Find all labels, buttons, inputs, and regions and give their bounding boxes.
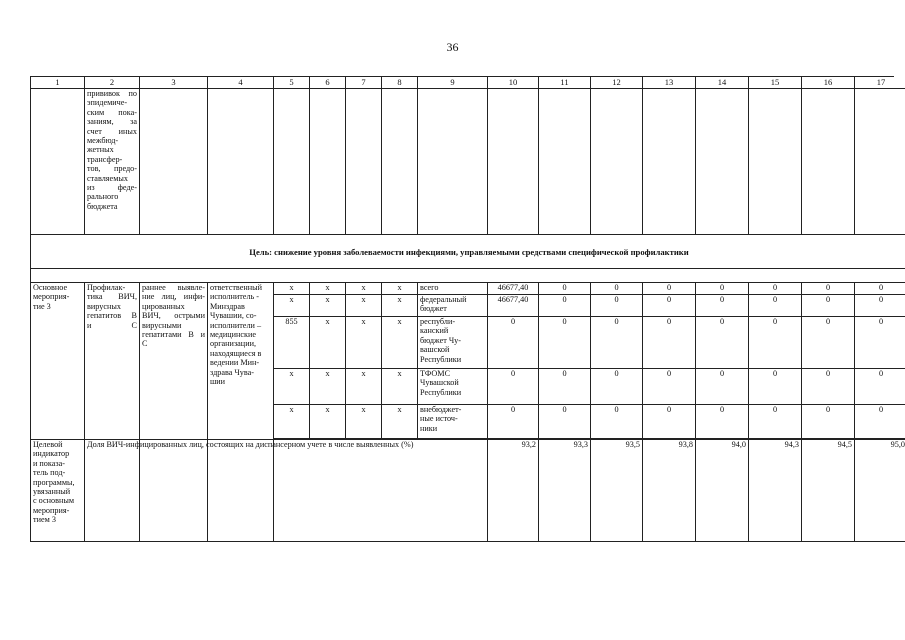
empty-cell xyxy=(418,89,488,235)
empty-cell xyxy=(346,89,382,235)
empty-cell xyxy=(749,89,802,235)
funding-value: 0 xyxy=(488,405,539,439)
funding-value: 0 xyxy=(488,317,539,369)
header-cell: 5 xyxy=(274,77,310,89)
empty-cell xyxy=(382,89,418,235)
funding-value: 0 xyxy=(539,369,591,405)
funding-value: 0 xyxy=(643,317,696,369)
funding-value: 0 xyxy=(591,295,643,317)
code-cell: x xyxy=(274,405,310,439)
header-cell: 7 xyxy=(346,77,382,89)
funding-value: 0 xyxy=(539,283,591,295)
funding-value: 0 xyxy=(643,369,696,405)
funding-value: 0 xyxy=(591,317,643,369)
header-cell: 4 xyxy=(208,77,274,89)
funding-value: 0 xyxy=(696,369,749,405)
empty-cell xyxy=(310,89,346,235)
code-cell: x xyxy=(274,295,310,317)
spacer-row xyxy=(31,269,905,283)
code-cell: x xyxy=(346,405,382,439)
funding-value: 0 xyxy=(643,295,696,317)
indicator-text: Доля ВИЧ-инфицированных лиц, состоящих на диспансерном учете в числе выявленных (%) xyxy=(85,439,488,542)
code-cell: x xyxy=(382,369,418,405)
header-cell: 2 xyxy=(85,77,140,89)
code-cell: x xyxy=(382,405,418,439)
funding-value: 0 xyxy=(802,283,855,295)
funding-value: 0 xyxy=(539,317,591,369)
header-cell: 11 xyxy=(539,77,591,89)
header-cell: 3 xyxy=(140,77,208,89)
code-cell: x xyxy=(382,317,418,369)
funding-value: 0 xyxy=(591,405,643,439)
funding-value: 0 xyxy=(643,283,696,295)
funding-value: 0 xyxy=(749,283,802,295)
funding-value: 0 xyxy=(591,369,643,405)
indicator-value: 93,5 xyxy=(591,439,643,542)
funding-value: 0 xyxy=(802,317,855,369)
indicator-value: 94,5 xyxy=(802,439,855,542)
header-cell: 6 xyxy=(310,77,346,89)
header-cell: 15 xyxy=(749,77,802,89)
empty-cell xyxy=(696,89,749,235)
page-number: 36 xyxy=(446,40,459,54)
funding-source: внебюджет- ные источ- ники xyxy=(418,405,488,439)
funding-value: 0 xyxy=(855,317,905,369)
header-cell: 1 xyxy=(31,77,85,89)
funding-value: 0 xyxy=(539,405,591,439)
funding-source: федеральный бюджет xyxy=(418,295,488,317)
header-cell: 14 xyxy=(696,77,749,89)
funding-value: 0 xyxy=(802,295,855,317)
empty-cell xyxy=(488,89,539,235)
funding-value: 46677,40 xyxy=(488,295,539,317)
funding-source: ТФОМС Чувашской Республики xyxy=(418,369,488,405)
funding-value: 0 xyxy=(855,405,905,439)
measure-title: Основное мероприя- тие 3 xyxy=(31,283,85,542)
indicator-value: 94,3 xyxy=(749,439,802,542)
header-cell: 16 xyxy=(802,77,855,89)
header-cell: 12 xyxy=(591,77,643,89)
code-cell: x xyxy=(346,369,382,405)
code-cell: x xyxy=(274,283,310,295)
funding-value: 0 xyxy=(855,295,905,317)
funding-value: 0 xyxy=(591,283,643,295)
funding-value: 0 xyxy=(802,369,855,405)
funding-value: 0 xyxy=(696,283,749,295)
empty-cell xyxy=(802,89,855,235)
funding-value: 0 xyxy=(749,369,802,405)
code-cell: x xyxy=(346,317,382,369)
header-cell: 8 xyxy=(382,77,418,89)
code-cell: x xyxy=(382,295,418,317)
indicator-title: Целевой индикатор и показа- тель под- программы, увязанный с основным мероприя- тием 3 xyxy=(31,439,85,542)
header-cell: 17 xyxy=(855,77,905,89)
code-cell: x xyxy=(382,283,418,295)
header-cell: 10 xyxy=(488,77,539,89)
funding-value: 0 xyxy=(802,405,855,439)
code-cell: x xyxy=(310,283,346,295)
funding-value: 0 xyxy=(488,369,539,405)
funding-value: 0 xyxy=(749,295,802,317)
empty-cell xyxy=(274,89,310,235)
goal-heading: Цель: снижение уровня заболеваемости инфекциями, управляемыми средствами специфической профилактики xyxy=(31,235,905,269)
funding-value: 0 xyxy=(643,405,696,439)
indicator-value: 94,0 xyxy=(696,439,749,542)
code-cell: 855 xyxy=(274,317,310,369)
empty-cell xyxy=(855,89,905,235)
indicator-value: 93,8 xyxy=(643,439,696,542)
empty-cell xyxy=(140,89,208,235)
empty-cell xyxy=(31,89,85,235)
indicator-value: 95,0 xyxy=(855,439,905,542)
funding-source: всего xyxy=(418,283,488,295)
funding-source: республи- канский бюджет Чу- вашской Республики xyxy=(418,317,488,369)
code-cell: x xyxy=(310,405,346,439)
funding-value: 0 xyxy=(539,295,591,317)
header-cell: 9 xyxy=(418,77,488,89)
continuation-text: прививок по эпидемиче- ским пока- заниям, за счет иных межбюд- жетных трансфер- тов, предо- ставляемых из феде- рального бюджета xyxy=(85,89,140,235)
financing-block xyxy=(274,283,905,439)
funding-value: 0 xyxy=(855,369,905,405)
measure-goal: раннее выявле- ние лиц, инфи- цированных ВИЧ, острыми вирусными гепатитами В и С xyxy=(140,283,208,542)
funding-value: 0 xyxy=(749,405,802,439)
code-cell: x xyxy=(310,369,346,405)
empty-cell xyxy=(539,89,591,235)
code-cell: x xyxy=(274,369,310,405)
empty-cell xyxy=(208,89,274,235)
indicator-value: 93,2 xyxy=(488,439,539,542)
funding-value: 0 xyxy=(696,317,749,369)
header-cell: 13 xyxy=(643,77,696,89)
data-table xyxy=(30,76,905,542)
code-cell: x xyxy=(346,295,382,317)
empty-cell xyxy=(591,89,643,235)
funding-value: 0 xyxy=(855,283,905,295)
measure-executor: ответственный исполнитель - Минздрав Чувашии, со- исполнители – медицинские организации, находящиеся в ведении Мин- здрава Чува- шии xyxy=(208,283,274,542)
code-cell: x xyxy=(346,283,382,295)
code-cell: x xyxy=(310,317,346,369)
empty-cell xyxy=(643,89,696,235)
funding-value: 0 xyxy=(696,295,749,317)
measure-name: Профилак- тика ВИЧ, вирусных гепатитов В и С xyxy=(85,283,140,542)
funding-value: 0 xyxy=(696,405,749,439)
indicator-value: 93,3 xyxy=(539,439,591,542)
funding-value: 0 xyxy=(749,317,802,369)
funding-value: 46677,40 xyxy=(488,283,539,295)
code-cell: x xyxy=(310,295,346,317)
